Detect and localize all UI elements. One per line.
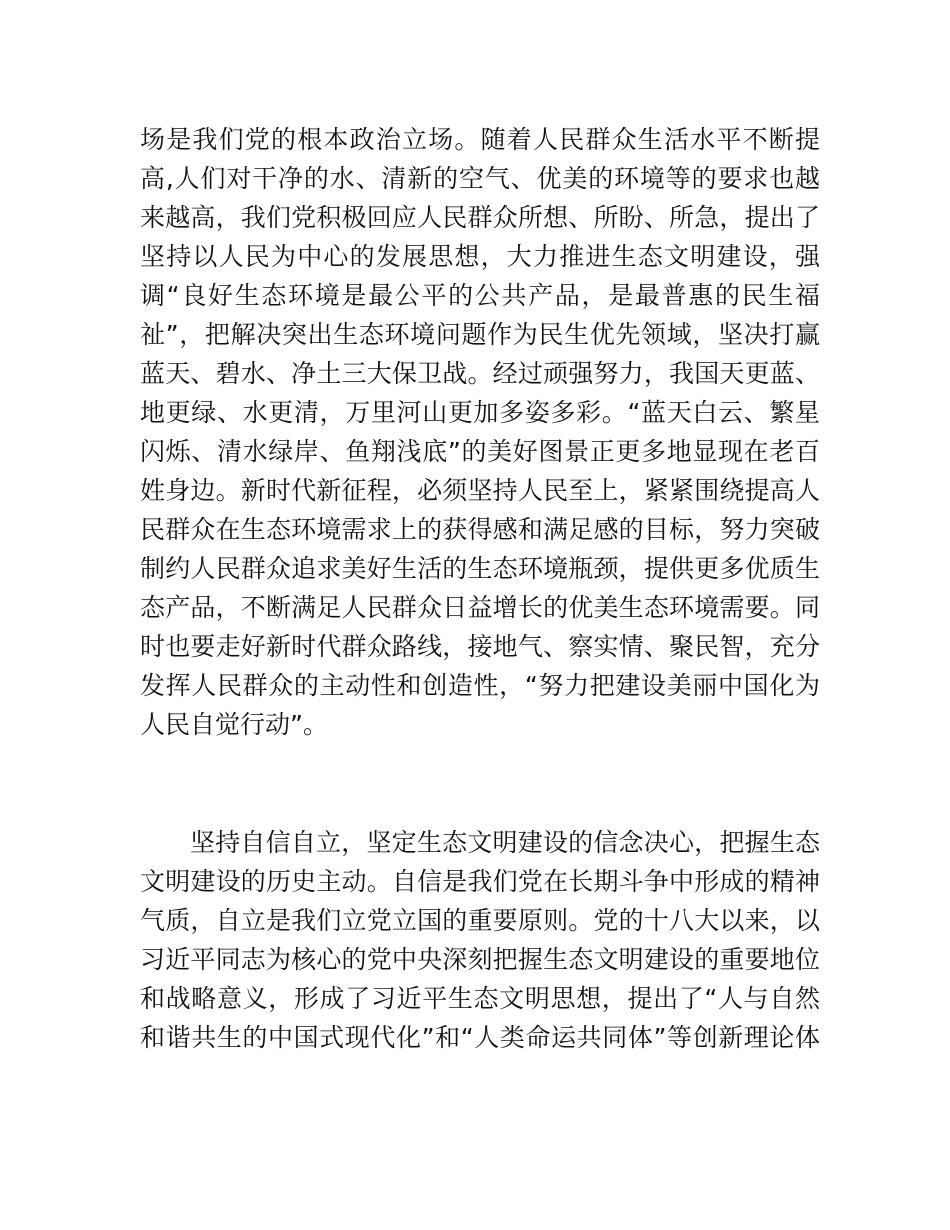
paragraph-2-line: 习近平同志为核心的党中央深刻把握生态文明建设的重要地位: [140, 945, 820, 974]
paragraph-1-line: 姓身边。新时代新征程，必须坚持人民至上，紧紧围绕提高人: [140, 476, 820, 505]
paragraph-1-line: 民群众在生态环境需求上的获得感和满足感的目标，努力突破: [140, 515, 820, 544]
paragraph-1-line: 制约人民群众追求美好生活的生态环境瓶颈，提供更多优质生: [140, 554, 820, 583]
paragraph-1-line: 闪烁、清水绿岸、鱼翔浅底”的美好图景正更多地显现在老百: [140, 437, 820, 466]
paragraph-1: [140, 120, 820, 744]
paragraph-2-line: 文明建设的历史主动。自信是我们党在长期斗争中形成的精神: [140, 867, 820, 896]
paragraph-1-line: 高,人们对干净的水、清新的空气、优美的环境等的要求也越: [140, 164, 820, 193]
paragraph-1-line: 地更绿、水更清，万里河山更加多姿多彩。“蓝天白云、繁星: [140, 398, 820, 427]
paragraph-1-line: 场是我们党的根本政治立场。随着人民群众生活水平不断提: [140, 125, 820, 154]
paragraph-1-line: 坚持以人民为中心的发展思想，大力推进生态文明建设，强: [140, 242, 820, 271]
paragraph-2-line: 气质，自立是我们立党立国的重要原则。党的十八大以来，以: [140, 906, 820, 935]
paragraph-2-line: 坚持自信自立，坚定生态文明建设的信念决心，把握生态: [190, 828, 820, 857]
paragraph-2-line: 和谐共生的中国式现代化”和“人类命运共同体”等创新理论体: [140, 1023, 820, 1052]
paragraph-1-line: 时也要走好新时代群众路线，接地气、察实情、聚民智，充分: [140, 632, 820, 661]
paragraph-2: [140, 823, 820, 1057]
paragraph-1-line: 人民自觉行动”。: [140, 710, 328, 739]
paragraph-1-line: 发挥人民群众的主动性和创造性，“努力把建设美丽中国化为: [140, 671, 820, 700]
paragraph-1-line: 来越高，我们党积极回应人民群众所想、所盼、所急，提出了: [140, 203, 820, 232]
paragraph-1-line: 态产品，不断满足人民群众日益增长的优美生态环境需要。同: [140, 593, 820, 622]
paragraph-1-line: 祉”，把解决突出生态环境问题作为民生优先领域，坚决打赢: [140, 320, 820, 349]
paragraph-2-line: 和战略意义，形成了习近平生态文明思想，提出了“人与自然: [140, 984, 820, 1013]
paragraph-1-line: 蓝天、碧水、净土三大保卫战。经过顽强努力，我国天更蓝、: [140, 359, 820, 388]
paragraph-1-line: 调“良好生态环境是最公平的公共产品，是最普惠的民生福: [140, 281, 820, 310]
